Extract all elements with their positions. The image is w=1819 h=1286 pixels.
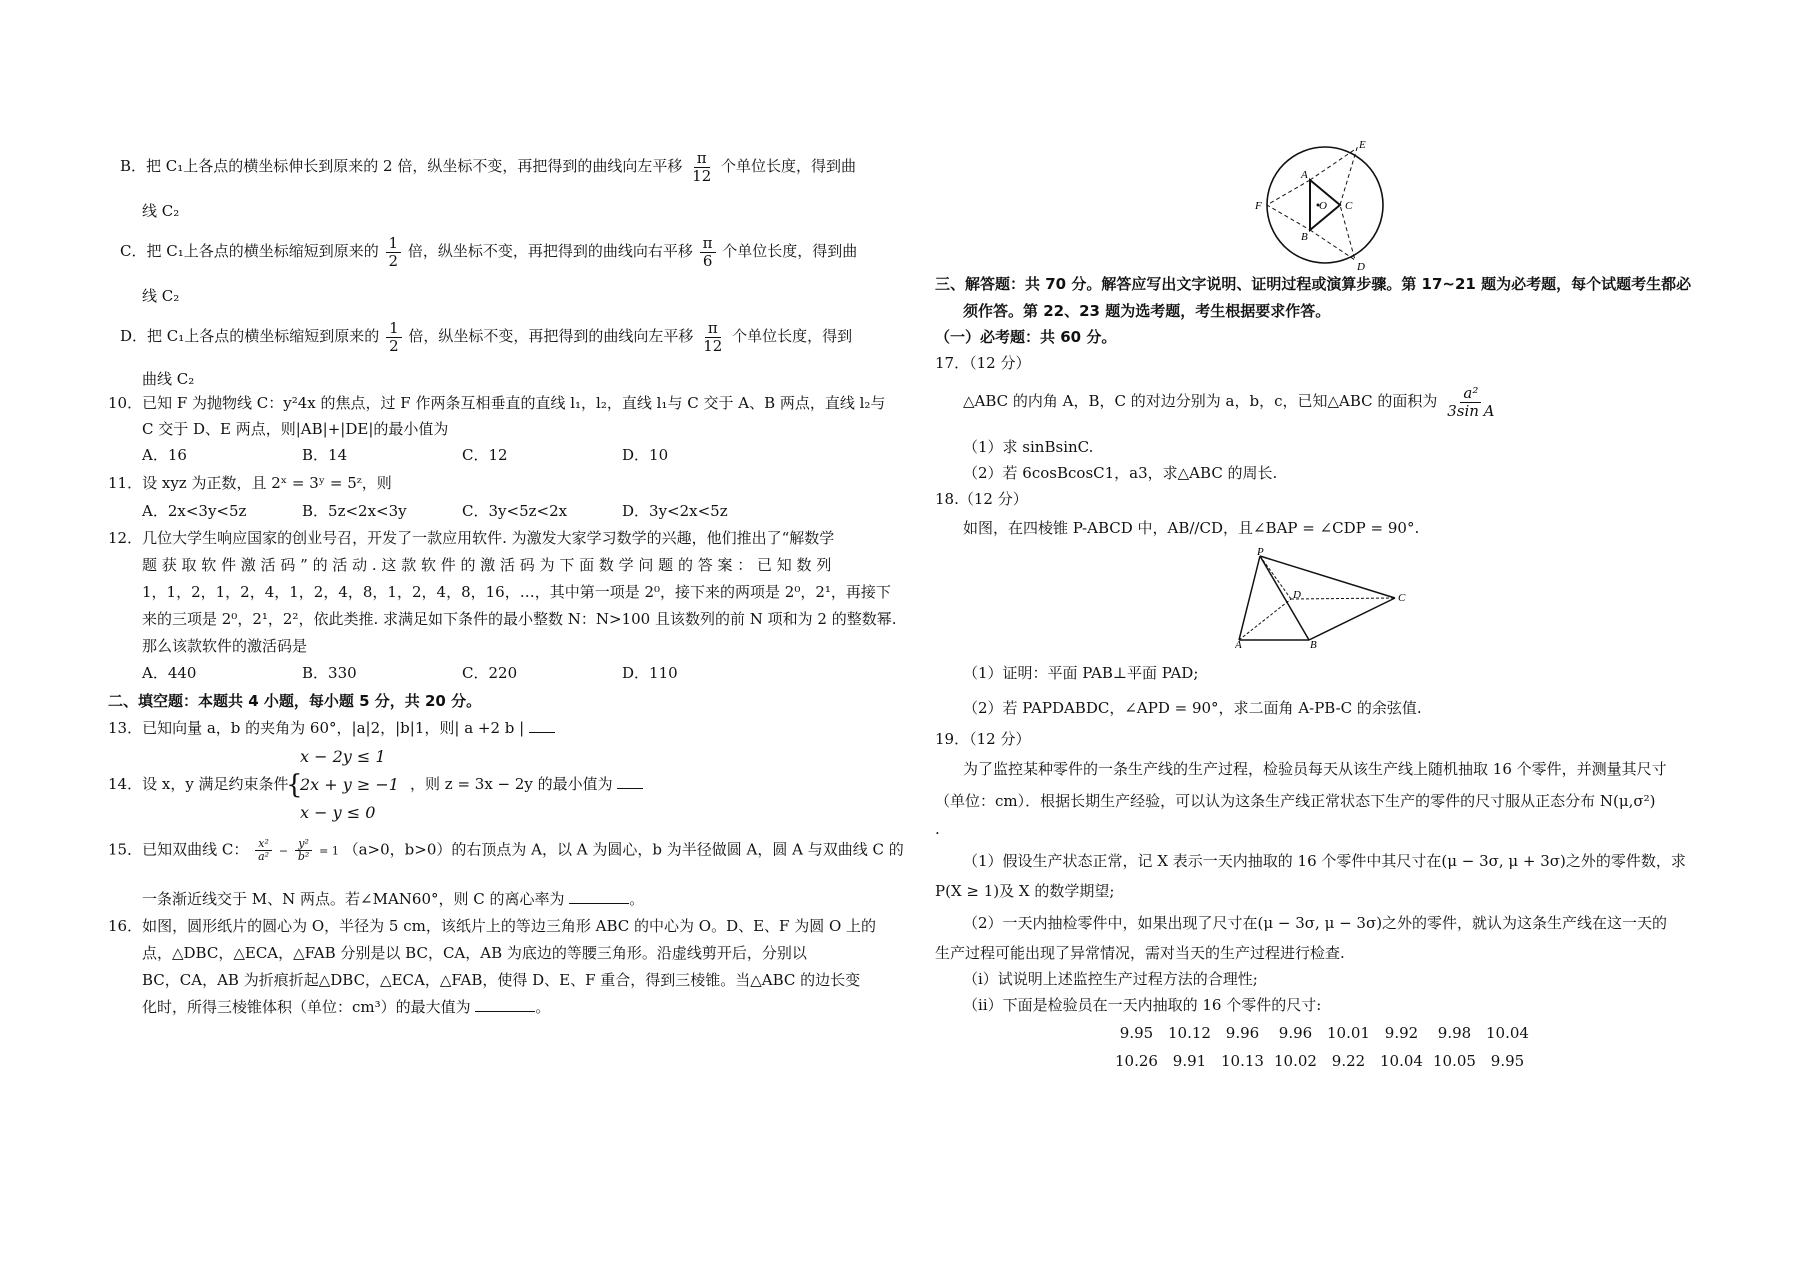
data-cell: 10.13	[1221, 1052, 1264, 1070]
data-cell: 10.02	[1274, 1052, 1317, 1070]
q9-option-c	[120, 235, 857, 269]
q14-text: 14．设 x，y 满足约束条件	[108, 775, 289, 793]
dashed-triangle-eca	[1310, 148, 1357, 205]
q14-tail	[410, 773, 643, 796]
q10-options	[142, 444, 782, 467]
dashed-triangle-fab	[1267, 180, 1310, 230]
data-cell: 9.91	[1172, 1052, 1207, 1070]
q17-part1: （1）求 sinBsinC.	[963, 438, 1094, 456]
section-2-heading: 二、填空题：本题共 4 小题，每小题 5 分，共 20 分。	[108, 692, 482, 710]
data-cell: 9.96	[1225, 1024, 1260, 1042]
q10-option-d: D．10	[622, 446, 669, 464]
q19-part-i: （ⅰ）试说明上述监控生产过程方法的合理性;	[963, 970, 1258, 988]
q12-line4: 来的三项是 2⁰，2¹，2²，依此类推. 求满足如下条件的最小整数 N：N>100 且该数列的前 N 项和为 2 的整数幂.	[142, 610, 897, 628]
q12-line5: 那么该款软件的激活码是	[142, 637, 308, 655]
q12-line1: 12．几位大学生响应国家的创业号召，开发了一款应用软件. 为激发大家学习数学的兴趣，他们推出了“解数学	[108, 529, 835, 547]
q15-fraction-x: $\frac{\text{x²}}{\text{a²}}$	[255, 838, 272, 863]
q12-option-d: D．110	[622, 664, 678, 682]
q9-option-d	[120, 320, 852, 354]
q17-stem	[963, 385, 1500, 419]
q13-text: 13．已知向量 a，b 的夹角为 60°，|a|2，|b|1，则| a +2 b |	[108, 719, 525, 737]
q19-line3: .	[935, 820, 940, 838]
label-o: O	[1319, 200, 1327, 212]
q12-line3: 1，1，2，1，2，4，1，2，4，8，1，2，4，8，16，…，其中第一项是 2⁰，接下来的两项是 2⁰，2¹，再接下	[142, 583, 891, 601]
q19-heading: 19．（12 分）	[935, 730, 1031, 748]
q15-equals: = 1	[319, 844, 339, 858]
q9-d-text-mid: 倍，纵坐标不变，再把得到的曲线向左平移	[408, 327, 694, 345]
q19-part-ii: （ⅱ）下面是检验员在一天内抽取的 16 个零件的尺寸:	[963, 996, 1322, 1014]
q11-option-a: A．2x<3y<5z	[142, 502, 247, 520]
q10-line2: C 交于 D、E 两点，则|AB|+|DE|的最小值为	[142, 420, 449, 438]
q19-part1-b: P(X ≥ 1)及 X 的数学期望;	[935, 882, 1115, 900]
data-cell: 10.04	[1380, 1052, 1423, 1070]
data-cell: 10.01	[1327, 1024, 1370, 1042]
q9-b-text: B．把 C₁上各点的横坐标伸长到原来的 2 倍，纵坐标不变，再把得到的曲线向左平移	[120, 157, 683, 175]
q10-option-c: C．12	[462, 446, 508, 464]
q12-option-b: B．330	[302, 664, 357, 682]
q12-line2: 题 获 取 软 件 激 活 码 ” 的 活 动 . 这 款 软 件 的 激 活 码 为 下 面 数 学 问 题 的 答 案 ： 已 知 数 列	[142, 556, 832, 574]
edge-ad	[1239, 599, 1291, 640]
edge-pd	[1260, 556, 1291, 599]
dashed-triangle-dbc	[1310, 205, 1355, 260]
q9-option-b	[120, 150, 856, 184]
edge-dc	[1291, 598, 1395, 599]
q17-part2: （2）若 6cosBcosC1，a3，求△ABC 的周长.	[963, 464, 1278, 482]
data-cell: 9.98	[1437, 1024, 1472, 1042]
q11-option-b: B．5z<2x<3y	[302, 502, 407, 520]
data-cell: 9.92	[1384, 1024, 1419, 1042]
q15-line2	[142, 888, 644, 911]
section-3-heading-2: 须作答。第 22、23 题为选考题，考生根据要求作答。	[963, 302, 1331, 320]
q12-options	[142, 662, 782, 685]
data-cell: 10.26	[1115, 1052, 1158, 1070]
q11-option-c: C．3y<5z<2x	[462, 502, 568, 520]
q15-minus: −	[278, 844, 289, 858]
data-cell: 9.22	[1331, 1052, 1366, 1070]
label-f: F	[1255, 200, 1262, 212]
q9-d-text-end: 个单位长度，得到	[732, 327, 853, 345]
q16-answer-blank[interactable]	[475, 997, 535, 1012]
label-c: C	[1345, 200, 1353, 212]
section-3-heading-1: 三、解答题：共 70 分。解答应写出文字说明、证明过程或演算步骤。第 17~21 题为必考题，每个试题考生都必	[935, 275, 1692, 293]
q9-c-text-mid: 倍，纵坐标不变，再把得到的曲线向右平移	[407, 242, 693, 260]
q18-part2: （2）若 PAPDABDC，∠APD = 90°，求二面角 A-PB-C 的余弦值.	[963, 699, 1422, 717]
q9-c-fraction-2: $\frac{\pi}{6}$	[700, 235, 716, 269]
q16-line4	[142, 996, 550, 1019]
q9-b-line2: 线 C₂	[142, 202, 180, 220]
edge-pa	[1239, 556, 1260, 640]
q10-option-b: B．14	[302, 446, 348, 464]
q19-line2: （单位：cm）．根据长期生产经验，可以认为这条生产线正常状态下生产的零件的尺寸服从正态分布 N(μ,σ²)	[935, 792, 1656, 810]
q16-line2: 点，△DBC，△ECA，△FAB 分别是以 BC，CA，AB 为底边的等腰三角形。沿虚线剪开后，分别以	[142, 944, 807, 962]
label-a: A	[1301, 169, 1308, 181]
q11-option-d: D．3y<2x<5z	[622, 502, 728, 520]
label-d: D	[1357, 261, 1365, 270]
label-d2: D	[1293, 589, 1301, 601]
q9-c-text-end: 个单位长度，得到曲	[722, 242, 858, 260]
q14-answer-blank[interactable]	[617, 774, 643, 789]
q16-line3: BC，CA，AB 为折痕折起△DBC，△ECA，△FAB，使得 D、E、F 重合，得到三棱锥。当△ABC 的边长变	[142, 971, 861, 989]
q14-constraint-3: x − y ≤ 0	[300, 803, 376, 822]
q17-stem-text: △ABC 的内角 A，B，C 的对边分别为 a，b，c，已知△ABC 的面积为	[963, 392, 1438, 410]
q15-text: 15．已知双曲线 C：	[108, 840, 249, 859]
q11-options	[142, 500, 782, 523]
q16-text-4: 化时，所得三棱锥体积（单位：cm³）的最大值为	[142, 998, 471, 1016]
q19-part2-a: （2）一天内抽检零件中，如果出现了尺寸在(μ − 3σ, μ − 3σ)之外的零件，就认为这条生产线在这一天的	[963, 914, 1668, 932]
q14-text-end: ，则 z = 3x − 2y 的最小值为	[410, 775, 613, 793]
q9-c-fraction-1: $\frac{1}{2}$	[386, 235, 402, 269]
q19-data-row-1	[1110, 1022, 1534, 1045]
q19-data-row-2	[1110, 1050, 1534, 1073]
data-cell: 10.04	[1486, 1024, 1529, 1042]
q19-part2-b: 生产过程可能出现了异常情况，需对当天的生产过程进行检查.	[935, 944, 1345, 962]
circle-triangle-figure	[1255, 140, 1395, 270]
q18-part1: （1）证明：平面 PAB⊥平面 PAD;	[963, 664, 1199, 682]
data-cell: 9.95	[1490, 1052, 1525, 1070]
q15-line1	[108, 838, 904, 863]
pyramid-figure	[1235, 548, 1410, 648]
q13-answer-blank[interactable]	[529, 718, 555, 733]
q16-period: 。	[535, 998, 551, 1016]
q9-d-fraction-1: $\frac{1}{2}$	[386, 320, 402, 354]
q9-b-text-end: 个单位长度，得到曲	[721, 157, 857, 175]
center-dot	[1317, 204, 1320, 207]
section-3-subheading: （一）必考题：共 60 分。	[935, 328, 1117, 346]
q15-period: 。	[629, 890, 645, 908]
q12-option-a: A．440	[142, 664, 197, 682]
q14-constraint-2: 2x + y ≥ −1	[300, 775, 399, 794]
q15-text-2: 一条渐近线交于 M、N 两点。若∠MAN60°，则 C 的离心率为	[142, 890, 565, 908]
q9-c-line2: 线 C₂	[142, 287, 180, 305]
q9-d-fraction-2: $\frac{\pi}{12}$	[703, 319, 723, 355]
q17-fraction: $\frac{\text{a²}}{\text{3sin A}}$	[1447, 384, 1495, 420]
q19-line1: 为了监控某种零件的一条生产线的生产过程，检验员每天从该生产线上随机抽取 16 个零件，并测量其尺寸	[963, 760, 1667, 778]
edge-bc	[1309, 598, 1395, 640]
q15-text-end: （a>0，b>0）的右顶点为 A，以 A 为圆心，b 为半径做圆 A，圆 A 与双曲线 C 的	[343, 840, 904, 859]
q10-line1: 10．已知 F 为抛物线 C：y²4x 的焦点，过 F 作两条互相垂直的直线 l₁，l₂，直线 l₁与 C 交于 A、B 两点，直线 l₂与	[108, 394, 886, 412]
q12-option-c: C．220	[462, 664, 518, 682]
q17-heading: 17．（12 分）	[935, 354, 1031, 372]
q11-line1: 11．设 xyz 为正数，且 2ˣ = 3ʸ = 5ᶻ，则	[108, 474, 392, 492]
q15-answer-blank[interactable]	[569, 889, 629, 904]
q18-stem: 如图，在四棱锥 P-ABCD 中，AB//CD，且∠BAP = ∠CDP = 90°.	[963, 519, 1420, 537]
data-cell: 9.95	[1119, 1024, 1154, 1042]
q14-brace: {	[286, 770, 303, 800]
q9-b-fraction: $\frac{\pi}{12}$	[692, 149, 712, 185]
q16-line1: 16．如图，圆形纸片的圆心为 O，半径为 5 cm，该纸片上的等边三角形 ABC 的中心为 O。D、E、F 为圆 O 上的	[108, 917, 877, 935]
q9-c-text: C．把 C₁上各点的横坐标缩短到原来的	[120, 242, 379, 260]
label-p: P	[1257, 548, 1264, 558]
q14-constraint-1: x − 2y ≤ 1	[300, 747, 386, 766]
label-b2: B	[1310, 639, 1317, 648]
q18-heading: 18.（12 分）	[935, 490, 1028, 508]
label-b: B	[1301, 231, 1308, 243]
data-cell: 10.12	[1168, 1024, 1211, 1042]
label-c2: C	[1398, 592, 1406, 604]
q19-part1-a: （1）假设生产状态正常，记 X 表示一天内抽取的 16 个零件中其尺寸在(μ − 3σ, μ + 3σ)之外的零件数，求	[963, 852, 1686, 870]
q9-d-line2: 曲线 C₂	[142, 370, 195, 388]
data-cell: 10.05	[1433, 1052, 1476, 1070]
data-cell: 9.96	[1278, 1024, 1313, 1042]
q9-d-text: D．把 C₁上各点的横坐标缩短到原来的	[120, 327, 380, 345]
q13	[108, 717, 555, 740]
label-a2: A	[1235, 639, 1242, 648]
q15-fraction-y: $\frac{\text{y²}}{\text{b²}}$	[295, 838, 312, 863]
q10-option-a: A．16	[142, 446, 187, 464]
label-e: E	[1359, 140, 1366, 151]
